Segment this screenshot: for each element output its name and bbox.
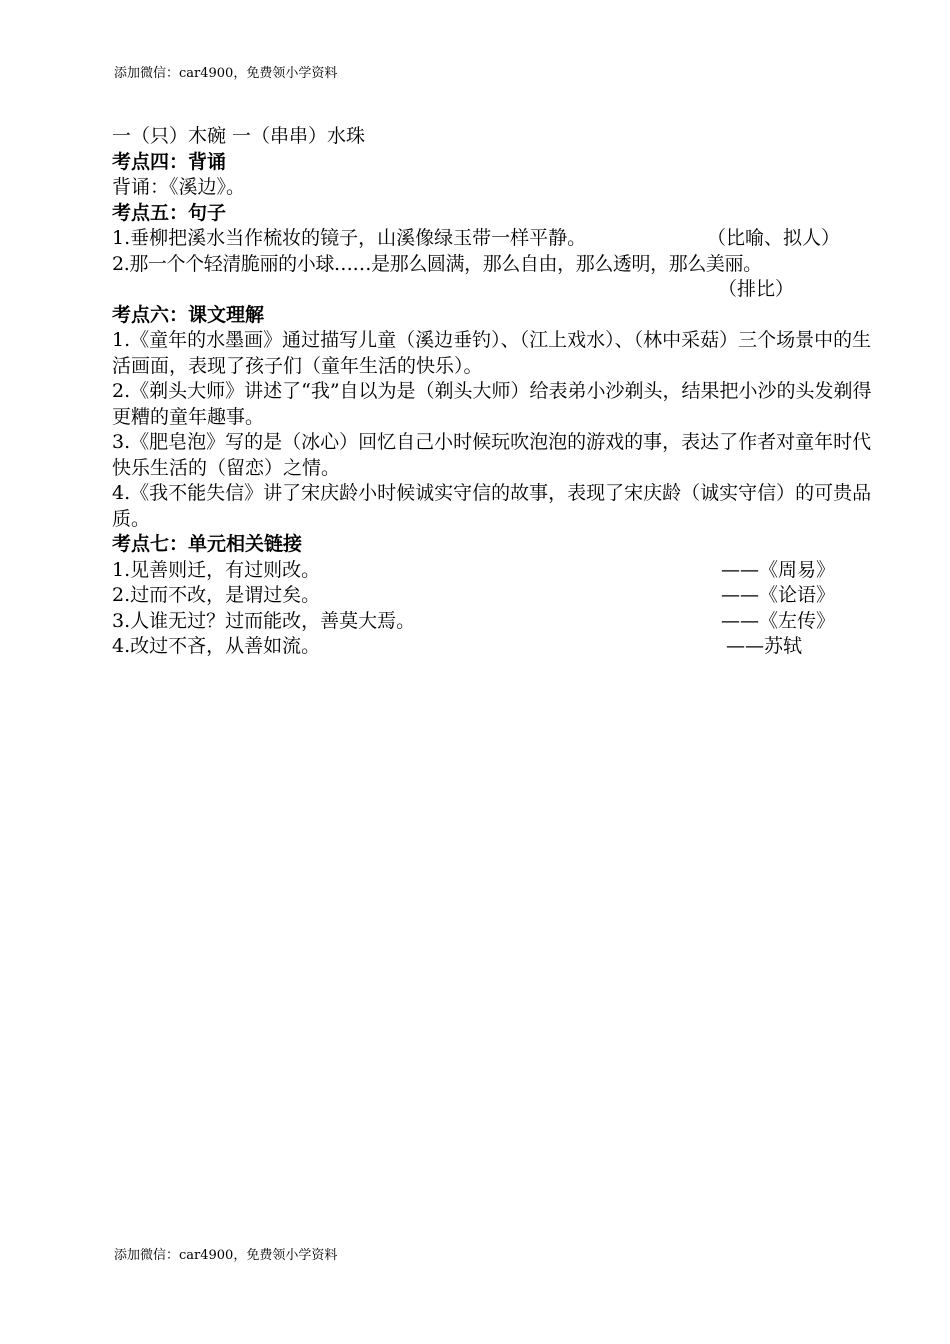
- section-heading-understanding: 考点六：课文理解: [112, 303, 265, 326]
- link-item-4: [112, 634, 872, 660]
- understanding-item-3: 3.《肥皂泡》写的是（冰心）回忆自己小时候玩吹泡泡的游戏的事，表达了作者对童年时代快乐生活的（留恋）之情。: [112, 431, 872, 479]
- link-item-1: [112, 558, 872, 584]
- recite-line: 背诵：《溪边》。: [112, 176, 246, 198]
- understanding-item-2: 2.《剃头大师》讲述了“我”自以为是（剃头大师）给表弟小沙剃头，结果把小沙的头发剃得更糟的童年趣事。: [112, 380, 872, 428]
- sentence-1-tag: （比喻、拟人）: [706, 227, 840, 249]
- measure-word-line: 一（只）木碗 一（串串）水珠: [112, 125, 366, 147]
- link-quote-2: 2.过而不改，是谓过矣。: [112, 584, 321, 606]
- section-heading-recite: 考点四：背诵: [112, 150, 227, 173]
- sentence-1-text: 1.垂柳把溪水当作梳妆的镜子，山溪像绿玉带一样平静。: [112, 227, 587, 249]
- understanding-item-1: 1.《童年的水墨画》通过描写儿童（溪边垂钓）、（江上戏水）、（林中采菇）三个场景中的生活画面，表现了孩子们（童年生活的快乐）。: [112, 329, 872, 377]
- link-item-2: [112, 583, 872, 609]
- link-source-3: ——《左传》: [721, 609, 836, 632]
- understanding-item-4: 4.《我不能失信》讲了宋庆龄小时候诚实守信的故事，表现了宋庆龄（诚实守信）的可贵品质。: [112, 482, 872, 530]
- page-footer-watermark: 添加微信：car4900，免费领小学资料: [114, 1248, 338, 1263]
- link-source-1: ——《周易》: [721, 558, 836, 581]
- link-quote-3: 3.人谁无过？过而能改，善莫大焉。: [112, 609, 416, 632]
- section-heading-links: 考点七：单元相关链接: [112, 533, 303, 555]
- page-header-watermark: 添加微信：car4900，免费领小学资料: [114, 66, 338, 81]
- link-source-2: ——《论语》: [721, 584, 836, 606]
- sentence-2-text: 2.那一个个轻清脆丽的小球……是那么圆满，那么自由，那么透明，那么美丽。: [112, 252, 762, 275]
- link-quote-4: 4.改过不吝，从善如流。: [112, 635, 321, 657]
- link-source-4: ——苏轼: [726, 635, 803, 657]
- link-item-3: [112, 609, 872, 635]
- link-quote-1: 1.见善则迁，有过则改。: [112, 558, 321, 581]
- section-heading-sentences: 考点五：句子: [112, 201, 227, 224]
- sentence-2-tag: （排比）: [717, 278, 794, 300]
- document-body: [112, 124, 872, 660]
- sentence-1: [112, 226, 872, 252]
